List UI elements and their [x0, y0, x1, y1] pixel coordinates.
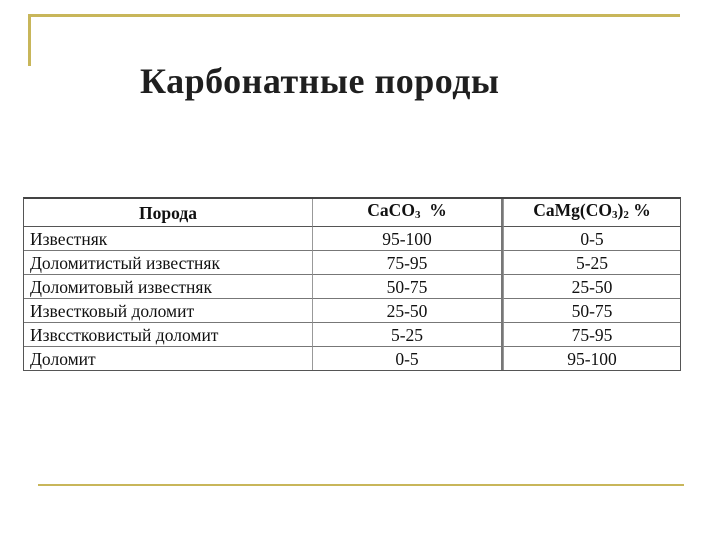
carbonate-rocks-table: [23, 197, 681, 371]
cell-rock-name: Известняк: [24, 227, 312, 251]
header-camg-sub1: 3: [612, 209, 618, 221]
cell-caco3: 0-5: [312, 347, 503, 370]
cell-camg: 95-100: [503, 347, 680, 370]
decorative-top-line: [28, 14, 680, 17]
header-caco3-text: CaCO: [367, 200, 415, 220]
cell-camg: 5-25: [503, 251, 680, 275]
header-caco3-unit: %: [420, 200, 447, 220]
cell-rock-name: Извсстковистый доломит: [24, 323, 312, 347]
table-row: [24, 251, 680, 275]
table-row: [24, 323, 680, 347]
header-caco3: [312, 199, 503, 227]
slide-title: Карбонатные породы: [140, 61, 500, 101]
cell-rock-name: Доломитистый известняк: [24, 251, 312, 275]
cell-rock-name: Известковый доломит: [24, 299, 312, 323]
cell-rock-name: Доломитовый известняк: [24, 275, 312, 299]
table-container: [23, 197, 683, 371]
header-camg-mid: ): [617, 200, 624, 220]
table-row: [24, 275, 680, 299]
table-row: [24, 227, 680, 251]
cell-caco3: 50-75: [312, 275, 503, 299]
header-camg: [503, 199, 680, 227]
decorative-bottom-line: [38, 484, 684, 486]
cell-caco3: 5-25: [312, 323, 503, 347]
table-row: [24, 347, 680, 370]
cell-camg: 75-95: [503, 323, 680, 347]
cell-camg: 50-75: [503, 299, 680, 323]
table-header-row: [24, 199, 680, 227]
cell-camg: 0-5: [503, 227, 680, 251]
cell-caco3: 95-100: [312, 227, 503, 251]
cell-camg: 25-50: [503, 275, 680, 299]
header-camg-unit: %: [628, 200, 651, 220]
decorative-vertical-line: [28, 14, 31, 66]
cell-rock-name: Доломит: [30, 348, 96, 369]
header-rock: Порода: [24, 199, 312, 227]
header-caco3-sub: 3: [414, 209, 421, 221]
cell-caco3: 75-95: [312, 251, 503, 275]
table-row: [24, 299, 680, 323]
header-camg-sub2: 2: [623, 209, 629, 221]
cell-caco3: 25-50: [312, 299, 503, 323]
header-camg-text: CaMg(CO: [533, 200, 613, 220]
